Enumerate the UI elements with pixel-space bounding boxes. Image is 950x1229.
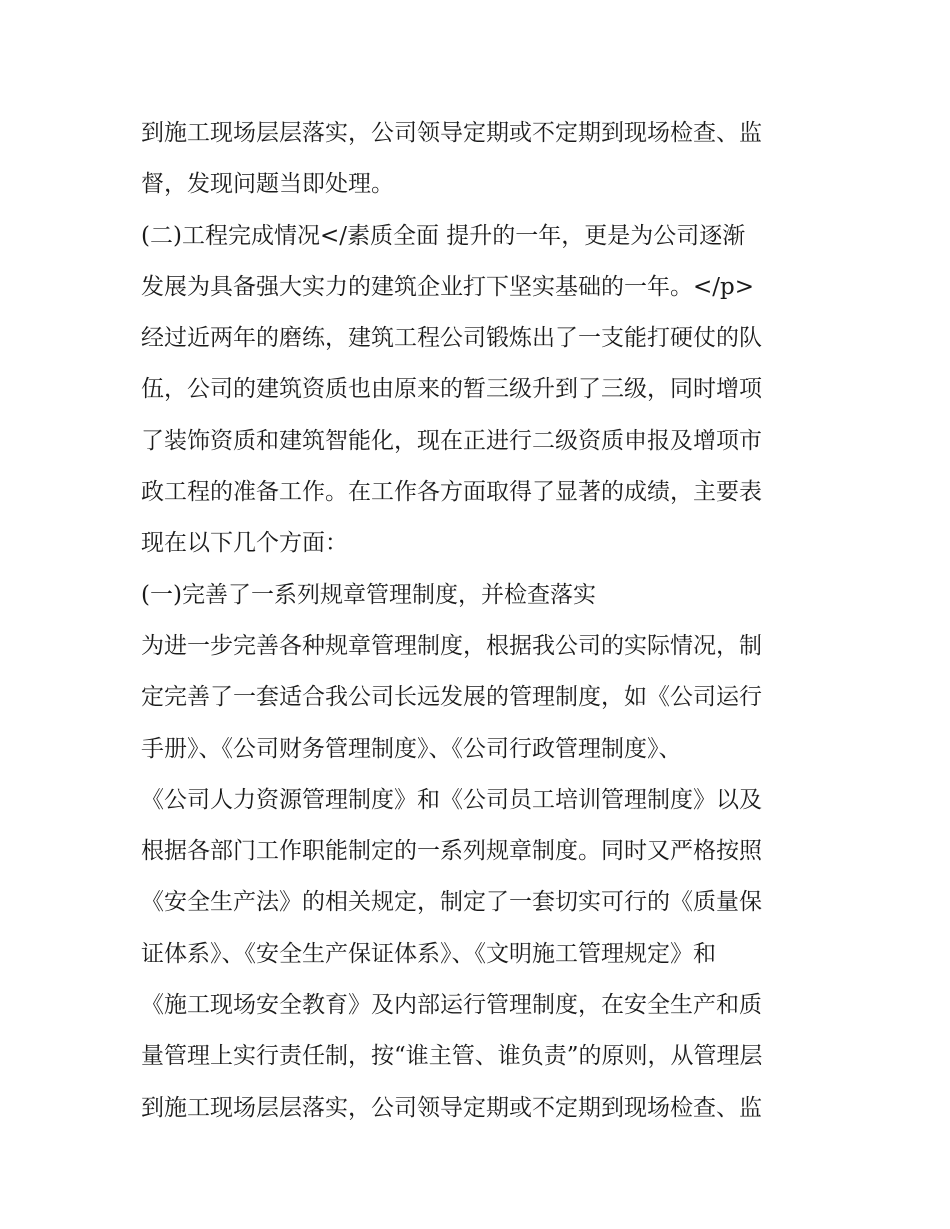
text-line: 定完善了一套适合我公司长远发展的管理制度，如《公司运行 [141,684,762,711]
text-line: 证体系》、《安全生产保证体系》、《文明施工管理规定》和 [141,940,716,967]
section-heading-line: (二)工程完成情况</素质全面 提升的一年，更是为公司逐渐 [141,222,746,249]
text-line: 了装饰资质和建筑智能化，现在正进行二级资质申报及增项市 [141,427,762,454]
text-line: 《施工现场安全教育》及内部运行管理制度，在安全生产和质 [141,992,762,1019]
text-line: 到施工现场层层落实，公司领导定期或不定期到现场检查、监 [141,1094,762,1121]
text-line: 经过近两年的磨练，建筑工程公司锻炼出了一支能打硬仗的队 [141,325,762,352]
text-line: 到施工现场层层落实，公司领导定期或不定期到现场检查、监 [141,120,762,146]
text-line: 手册》、《公司财务管理制度》、《公司行政管理制度》、 [141,735,682,762]
text-line: 《安全生产法》的相关规定，制定了一套切实可行的《质量保 [141,889,762,916]
text-line: 为进一步完善各种规章管理制度，根据我公司的实际情况，制 [141,632,762,659]
text-line: 伍，公司的建筑资质也由原来的暂三级升到了三级，同时增项 [141,376,762,403]
text-line: 督，发现问题当即处理。 [141,171,394,198]
text-line: 政工程的准备工作。在工作各方面取得了显著的成绩，主要表 [141,479,762,506]
text-line: 《公司人力资源管理制度》和《公司员工培训管理制度》以及 [141,786,762,813]
text-line: 根据各部门工作职能制定的一系列规章制度。同时又严格按照 [141,838,762,865]
document-body [141,108,821,1134]
section-heading-line: (一)完善了一系列规章管理制度，并检查落实 [141,581,596,608]
text-line: 量管理上实行责任制，按“谁主管、谁负责”的原则，从管理层 [141,1043,763,1070]
text-line: 发展为具备强大实力的建筑企业打下坚实基础的一年。</p> [141,273,755,300]
text-line: 现在以下几个方面： [141,530,348,557]
